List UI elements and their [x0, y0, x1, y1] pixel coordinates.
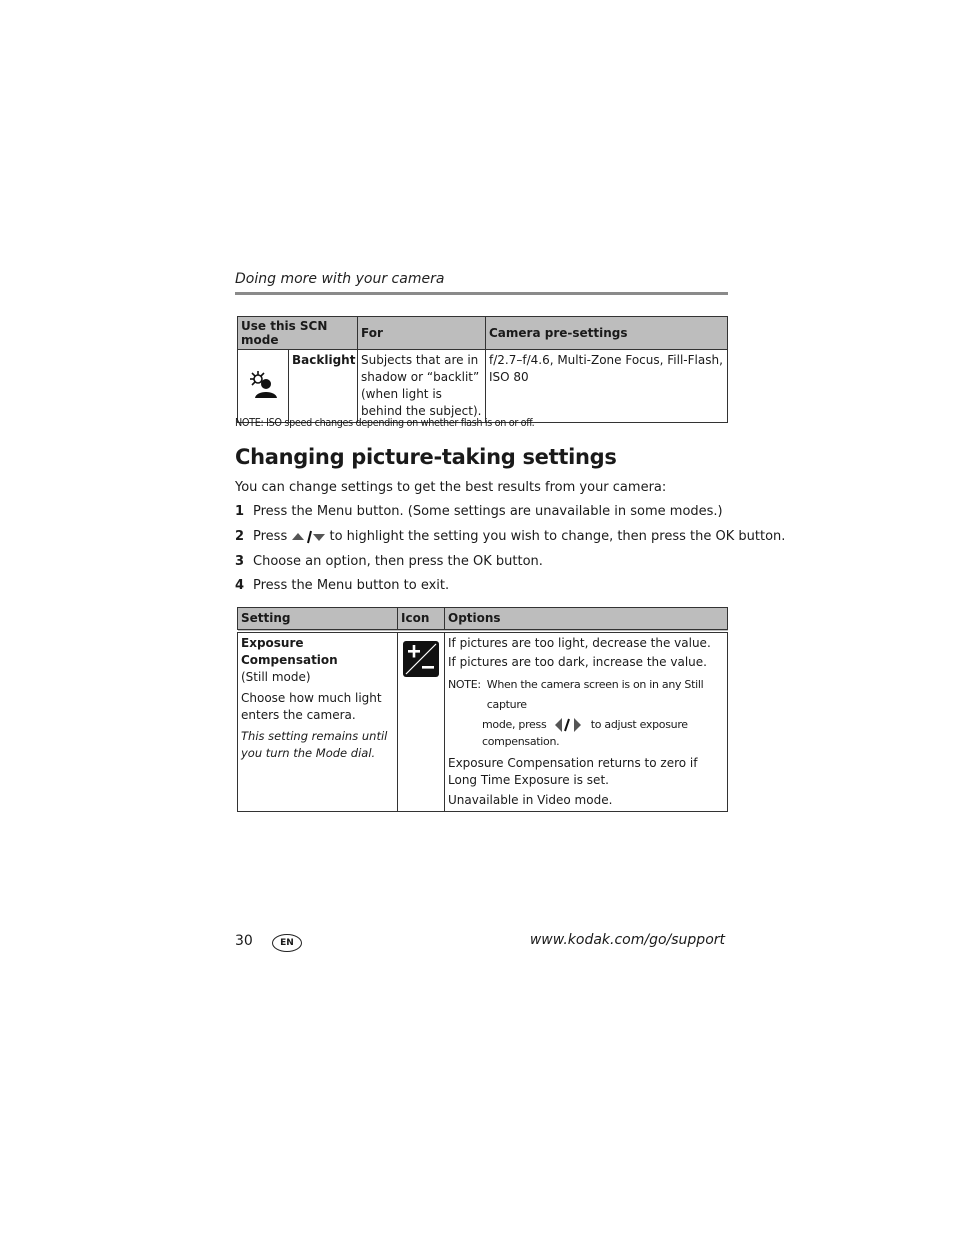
options-cell: [445, 631, 728, 812]
support-url: www.kodak.com/go/support: [529, 932, 725, 948]
mode-name: Backlight: [289, 350, 358, 423]
column-header-for: For: [358, 317, 486, 350]
setting-persist-note: This setting remains until you turn the Mode dial.: [241, 728, 388, 760]
section-intro: You can change settings to get the best results from your camera:: [235, 480, 667, 495]
page-number: 30: [235, 933, 253, 949]
column-header-setting: Setting: [238, 608, 398, 631]
icon-cell: [398, 631, 445, 812]
option-too-dark: If pictures are too dark, increase the value.: [448, 654, 707, 669]
setting-mode: (Still mode): [241, 669, 311, 684]
column-header-pre-settings: Camera pre-settings: [486, 317, 728, 350]
iso-note: NOTE: ISO speed changes depending on whether flash is on or off.: [235, 416, 535, 429]
mode-for: Subjects that are in shadow or “backlit” (when light is behind the subject).: [358, 350, 486, 423]
step-text-before: Press: [253, 529, 288, 544]
column-header-icon: Icon: [398, 608, 445, 631]
exposure-compensation-icon: [403, 641, 439, 677]
step-text: Choose an option, then press the OK button.: [253, 554, 543, 569]
header-rule: [235, 292, 728, 295]
step-4: [235, 578, 449, 593]
column-header-scn-mode: Use this SCN mode: [238, 317, 358, 350]
running-header: Doing more with your camera: [235, 271, 445, 287]
step-1: [235, 504, 723, 519]
note-line-2-before: mode, press: [482, 717, 547, 731]
setting-cell: [238, 631, 398, 812]
step-2: [235, 529, 785, 544]
step-3: [235, 554, 543, 569]
option-too-light: If pictures are too light, decrease the value.: [448, 635, 711, 650]
video-note: Unavailable in Video mode.: [448, 792, 613, 807]
step-text-after: to highlight the setting you wish to change, then press the OK button.: [329, 529, 786, 544]
step-number: 2: [235, 529, 245, 544]
note-prefix: NOTE:: [448, 677, 481, 691]
backlight-icon: [248, 369, 278, 399]
up-down-arrow-icon: [291, 530, 325, 544]
step-text: Press the Menu button. (Some settings are unavailable in some modes.): [253, 504, 723, 519]
note-line-3: compensation.: [482, 734, 560, 748]
note-line-2-after: to adjust exposure: [590, 717, 688, 731]
setting-description: Choose how much light enters the camera.: [241, 690, 382, 722]
step-number: 3: [235, 554, 245, 569]
note-line-1: When the camera screen is on in any Still capture: [486, 677, 704, 711]
table-row: [238, 631, 728, 812]
settings-table: [237, 607, 728, 812]
scn-mode-table: [237, 316, 728, 423]
step-number: 4: [235, 578, 245, 593]
step-number: 1: [235, 504, 245, 519]
setting-name: Exposure Compensation: [241, 635, 338, 667]
left-right-arrow-icon: [554, 717, 584, 733]
table-row: [238, 350, 728, 423]
mode-icon-cell: [238, 350, 289, 423]
column-header-options: Options: [445, 608, 728, 631]
language-badge: EN: [272, 934, 302, 952]
mode-settings: f/2.7–f/4.6, Multi-Zone Focus, Fill-Flash, ISO 80: [486, 350, 728, 423]
section-heading: Changing picture-taking settings: [235, 445, 617, 469]
step-text: Press the Menu button to exit.: [253, 578, 450, 593]
screen-note: [448, 675, 724, 749]
long-time-note: Exposure Compensation returns to zero if Long Time Exposure is set.: [448, 755, 698, 787]
